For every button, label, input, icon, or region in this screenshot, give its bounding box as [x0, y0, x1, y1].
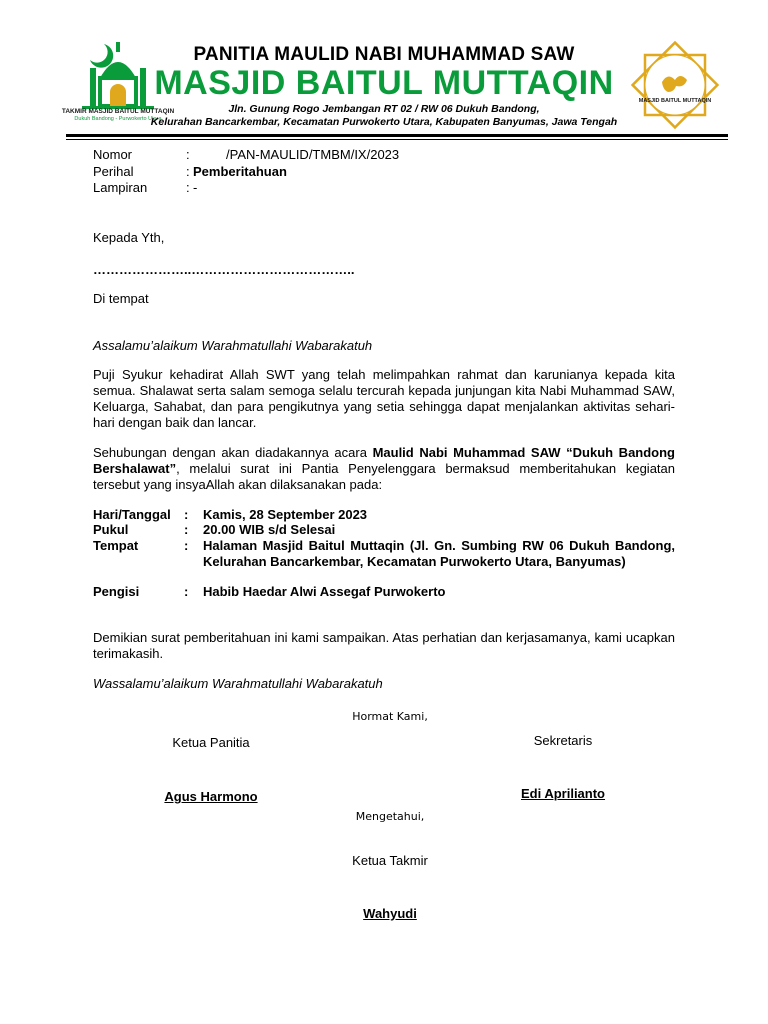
address-line-1: Jln. Gunung Rogo Jembangan RT 02 / RW 06 Dukuh Bandong,: [228, 103, 540, 115]
paragraph-intro: Puji Syukur kehadirat Allah SWT yang telah melimpahkan rahmat dan karunianya kepada kita semua. Shalawat serta salam semoga selalu tercurah kepada junjungan kita Nabi Muhammad SAW, Keluarga, Sahabat, dan para pengikutnya yang setia sehingga dapat menjalankan aktivitas sehari-hari dengan baik dan lancar.: [93, 367, 675, 430]
perihal-colon: :: [186, 164, 190, 179]
announcement-text: Sehubungan dengan akan diadakannya acara: [93, 445, 373, 460]
closing-paragraph: Demikian surat pemberitahuan ini kami sampaikan. Atas perhatian dan kerjasamanya, kami ucapkan terimakasih.: [93, 630, 675, 661]
ketua-takmir-title: Ketua Takmir: [352, 853, 428, 868]
nomor-label: Nomor: [93, 147, 133, 162]
hari-colon: :: [184, 507, 189, 522]
ketua-takmir-name: Wahyudi: [363, 906, 417, 921]
emblem-caption: MASJID BAITUL MUTTAQIN: [638, 98, 712, 104]
announcement-text-end: , melalui surat ini Pantia Penyelenggara bermaksud memberitahukan kegiatan tersebut yang insyaAllah akan dilaksanakan pada:: [93, 461, 675, 492]
lampiran-value: -: [193, 180, 198, 195]
nomor-value: /PAN-MAULID/TMBM/IX/2023: [226, 147, 400, 162]
logo-caption: TAKMIR MASJID BAITUL MUTTAQIN: [61, 108, 175, 115]
tempat-label: Tempat: [93, 538, 139, 553]
mengetahui: Mengetahui,: [355, 810, 425, 823]
committee-title: PANITIA MAULID NABI MUHAMMAD SAW: [193, 44, 575, 65]
tempat-colon: :: [184, 538, 189, 553]
address-line-2: Kelurahan Bancarkembar, Kecamatan Purwokerto Utara, Kabupaten Banyumas, Jawa Tengah: [150, 116, 618, 128]
sekretaris-title: Sekretaris: [533, 733, 593, 748]
tempat-value: Halaman Masjid Baitul Muttaqin (Jl. Gn. Sumbing RW 06 Dukuh Bandong, Kelurahan Bancarkembar, Kecamatan Purwokerto Utara, Banyumas): [203, 538, 675, 569]
event-name: Maulid Nabi Muhammad SAW “Dukuh Bandong Bershalawat”: [93, 445, 676, 476]
paragraph-announcement: [93, 445, 675, 493]
recipient-name-blank: …………………..………………………………..: [93, 262, 355, 277]
hari-value: Kamis, 28 September 2023: [203, 507, 368, 522]
pukul-value: 20.00 WIB s/d Selesai: [203, 522, 336, 537]
pengisi-label: Pengisi: [93, 584, 140, 599]
lampiran-colon: :: [186, 180, 190, 195]
lampiran-label: Lampiran: [93, 180, 148, 195]
ketua-panitia-title: Ketua Panitia: [172, 735, 250, 750]
logo-subcaption: Dukuh Bandong - Purwokerto Utara: [74, 116, 162, 122]
closing-salam: Wassalamu’alaikum Warahmatullahi Wabarakatuh: [93, 676, 383, 691]
pukul-label: Pukul: [93, 522, 129, 537]
hormat-kami: Hormat Kami,: [352, 710, 428, 723]
ketua-panitia-name: Agus Harmono: [164, 789, 258, 804]
mosque-title: MASJID BAITUL MUTTAQIN: [154, 64, 614, 102]
nomor-colon: :: [186, 147, 190, 162]
pengisi-colon: :: [184, 584, 189, 599]
opening-salam: Assalamu’alaikum Warahmatullahi Wabarakatuh: [93, 338, 373, 353]
recipient-place: Di tempat: [93, 291, 149, 306]
sekretaris-name: Edi Aprilianto: [520, 786, 606, 801]
header-divider-thick: [66, 134, 728, 137]
recipient-greeting: Kepada Yth,: [93, 230, 165, 245]
perihal-label: Perihal: [93, 164, 134, 179]
perihal-value: Pemberitahuan: [193, 164, 287, 179]
pengisi-value: Habib Haedar Alwi Assegaf Purwokerto: [203, 584, 446, 599]
header-divider-thin: [66, 139, 728, 140]
pukul-colon: :: [184, 522, 189, 537]
hari-label: Hari/Tanggal: [93, 507, 171, 522]
